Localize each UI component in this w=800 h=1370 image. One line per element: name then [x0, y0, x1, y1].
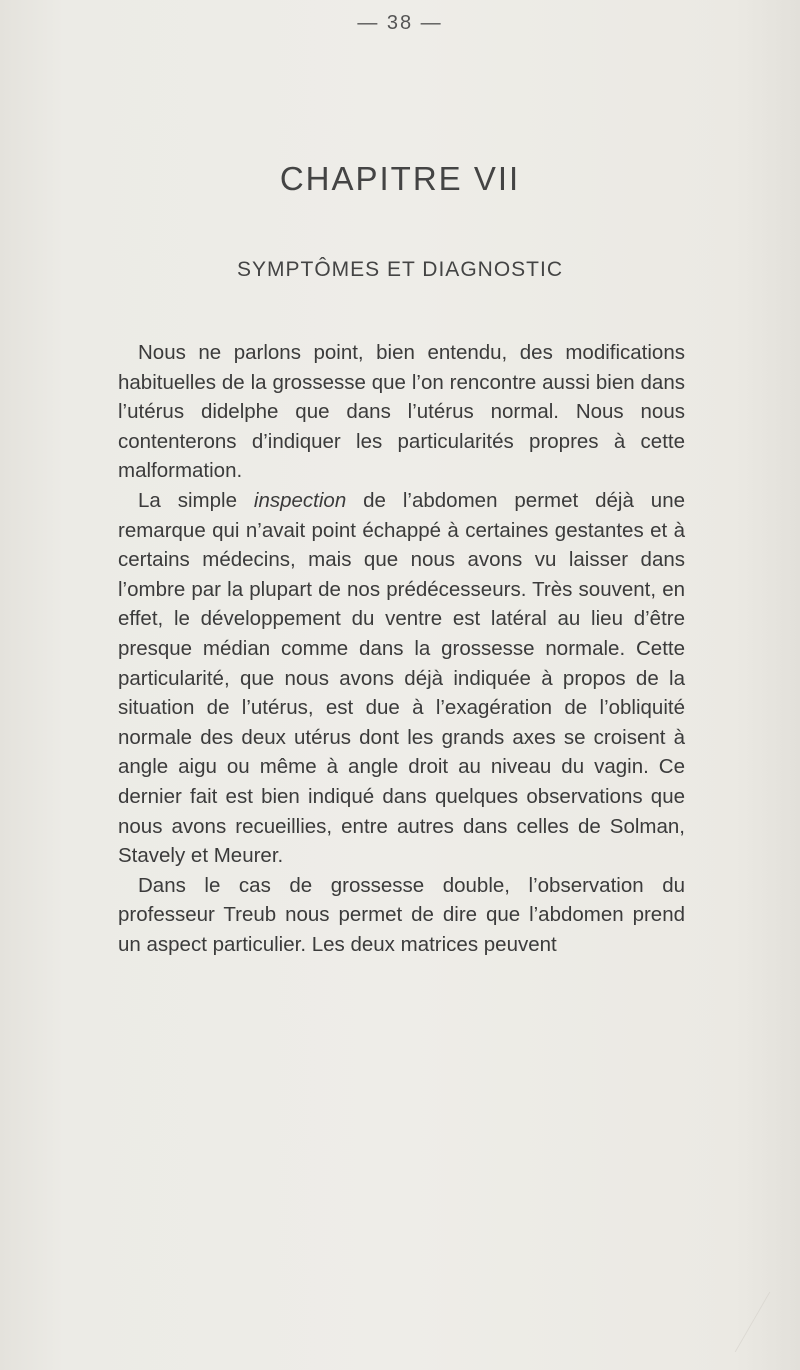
paragraph-text: La simple: [138, 488, 254, 512]
paragraph-text: Nous ne parlons point, bien entendu, des modifications habituelles de la grossesse que l’on rencontre aussi bien dans l’utérus didelphe que dans l’utérus normal. Nous nous contenterons d’indiquer les particularités propres à cette malformation.: [118, 341, 685, 483]
paragraph-text: de l’abdomen permet déjà une remarque qui n’avait point échappé à certaines gestantes et à certains médecins, mais que nous avons vu laisser dans l’ombre par la plupart de nos prédécesseurs. Très souvent, en effet, le développement du ventre est latéral au lieu d’être presque médian comme dans la grossesse normale. Cette particularité, que nous avons déjà indiquée à propos de la situation de l’utérus, est due à l’exagération de l’obliquité normale des deux utérus dont les grands axes se croisent à angle aigu ou même à angle droit au niveau du vagin. Ce dernier fait est bien indiqué dans quelques observations que nous avons recueillies, entre autres dans celles de Solman, Stavely et Meurer.: [118, 488, 686, 868]
paragraph: [118, 338, 685, 486]
page-corner-crease: [735, 1292, 800, 1352]
chapter-subtitle: SYMPTÔMES ET DIAGNOSTIC: [237, 258, 563, 281]
paragraph: [118, 871, 685, 960]
italic-term: inspection: [253, 488, 347, 512]
paragraph: [118, 486, 685, 871]
body-text: [118, 338, 685, 959]
page-number: — 38 —: [357, 12, 443, 34]
chapter-title: CHAPITRE VII: [279, 160, 521, 197]
paragraph-text: Dans le cas de grossesse double, l’observation du professeur Treub nous permet de dire que l’abdomen prend un aspect particulier. Les deux matrices peuvent: [118, 873, 685, 956]
